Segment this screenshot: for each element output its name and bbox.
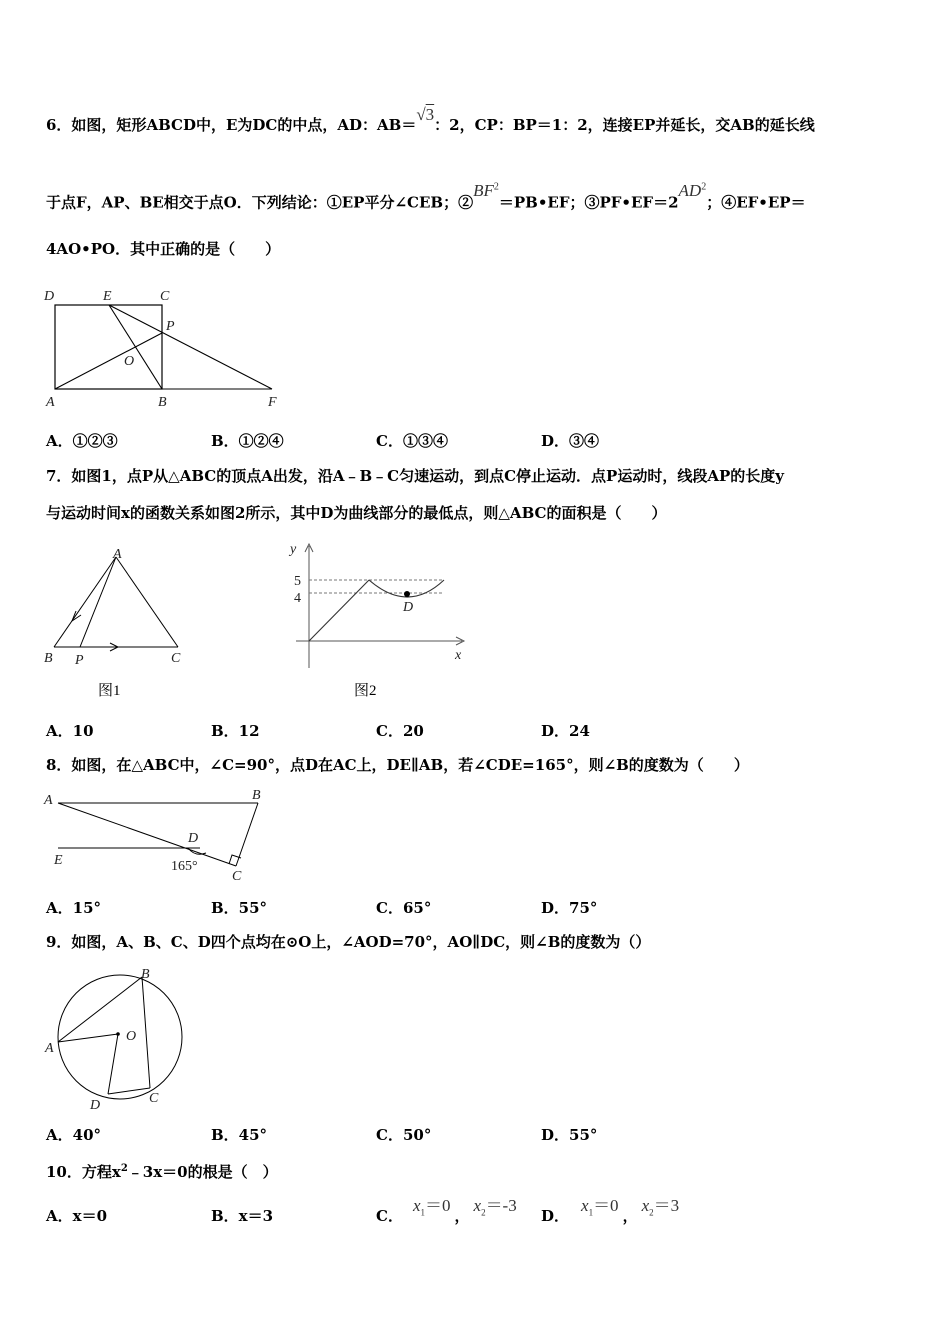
bf-squared: $BF^2$ xyxy=(473,180,499,200)
label-165: 165° xyxy=(171,859,198,874)
q6-option-a[interactable]: A．①②③ xyxy=(46,432,118,450)
segment-ac xyxy=(58,803,236,866)
label-a: A xyxy=(46,395,55,410)
q9-option-c[interactable]: C．50° xyxy=(376,1126,432,1144)
segment-bc xyxy=(142,977,150,1088)
linear-segment xyxy=(309,580,369,641)
q6-line1 xyxy=(46,105,815,135)
label-y: y xyxy=(290,542,297,557)
label-a: A xyxy=(113,547,122,562)
label-f: F xyxy=(268,395,277,410)
q8-option-c[interactable]: C．65° xyxy=(376,899,432,917)
tick-4: 4 xyxy=(294,591,301,606)
label-o: O xyxy=(126,1029,137,1044)
label-d: D xyxy=(403,600,414,615)
side-ac xyxy=(116,557,178,647)
q9-line1: 9．如图，A、B、C、D四个点均在⊙O上，∠AOD=70°，AO∥DC，则∠B的度数为（） xyxy=(46,933,651,951)
label-e: E xyxy=(103,289,112,304)
point-d xyxy=(404,591,410,597)
q7-option-a[interactable]: A．10 xyxy=(46,722,94,740)
q7-line1: 7．如图1，点P从△ABC的顶点A出发，沿A﹣B﹣C匀速运动，到点C停止运动．点P运动时，线段AP的长度y xyxy=(46,467,784,485)
q9-figure xyxy=(40,962,200,1112)
label-d: D xyxy=(188,831,199,846)
segment-ap xyxy=(55,333,162,389)
label-b: B xyxy=(141,967,150,982)
sqrt-3: √3 xyxy=(416,105,435,124)
q9-option-a[interactable]: A．40° xyxy=(46,1126,102,1144)
segment-bc xyxy=(236,803,258,866)
q10-line1: 10．方程$x^2﹣3x=0$的根是（ ） xyxy=(46,1163,278,1181)
q7-fig1-caption: 图1 xyxy=(98,683,121,699)
arrow-ab xyxy=(72,611,81,621)
q6-option-b[interactable]: B．①②④ xyxy=(211,432,284,450)
ad-squared: $AD^2$ xyxy=(678,180,707,200)
q6-line1-a: 6．如图，矩形ABCD中，E为DC的中点，AD：AB＝ xyxy=(46,116,417,134)
q8-line1: 8．如图，在△ABC中，∠C=90°，点D在AC上，DE∥AB，若∠CDE=165°，则∠B的度数为（ ） xyxy=(46,756,749,774)
label-b: B xyxy=(158,395,167,410)
q9-option-b[interactable]: B．45° xyxy=(211,1126,268,1144)
label-c: C xyxy=(232,869,242,884)
rectangle-abcd xyxy=(55,305,162,389)
q6-option-c[interactable]: C．①③④ xyxy=(376,432,448,450)
q6-line3: 4AO•PO．其中正确的是（ ） xyxy=(46,240,281,258)
label-b: B xyxy=(252,788,261,803)
label-e: E xyxy=(54,853,63,868)
q10-option-d[interactable]: D．$x_1=0$，$x_2=3$ xyxy=(541,1196,680,1225)
q7-line2: 与运动时间x的函数关系如图2所示，其中D为曲线部分的最低点，则△ABC的面积是（ ） xyxy=(46,504,667,522)
label-c: C xyxy=(171,651,181,666)
q7-option-d[interactable]: D．24 xyxy=(541,722,590,740)
q8-option-a[interactable]: A．15° xyxy=(46,899,102,917)
tick-5: 5 xyxy=(294,574,301,589)
q6-option-d[interactable]: D．③④ xyxy=(541,432,600,450)
q8-figure xyxy=(40,785,280,885)
q6-line2: 于点F，AP、BE相交于点O．下列结论：①EP平分∠CEB；$②BF^2=PB•EF$；$③PF•EF=2AD^2$；④EF•EP＝ xyxy=(46,180,806,212)
q7-fig2-caption: 图2 xyxy=(354,683,377,699)
q6-line1-b: ：2，CP：BP＝1：2，连接EP并延长，交AB的延长线 xyxy=(434,116,815,134)
label-p: P xyxy=(75,653,84,668)
label-c: C xyxy=(149,1091,159,1106)
q7-figure2 xyxy=(280,538,470,678)
q7-option-b[interactable]: B．12 xyxy=(211,722,260,740)
segment-dc xyxy=(108,1088,150,1094)
angle-arc-165 xyxy=(188,848,206,854)
label-a: A xyxy=(44,793,53,808)
label-a: A xyxy=(45,1041,54,1056)
q9-option-d[interactable]: D．55° xyxy=(541,1126,598,1144)
q8-option-d[interactable]: D．75° xyxy=(541,899,598,917)
label-d: D xyxy=(90,1098,101,1113)
label-x: x xyxy=(455,648,462,663)
q6-figure xyxy=(40,285,290,415)
center-o xyxy=(116,1032,120,1036)
q8-option-b[interactable]: B．55° xyxy=(211,899,268,917)
q10-option-a[interactable]: A．x＝0 xyxy=(46,1207,108,1225)
label-c: C xyxy=(160,289,170,304)
q10-option-b[interactable]: B．x＝3 xyxy=(211,1207,274,1225)
q10-option-c[interactable]: C．$x_1=0$，$x_2=-3$ xyxy=(376,1196,517,1225)
q7-option-c[interactable]: C．20 xyxy=(376,722,424,740)
label-d: D xyxy=(44,289,55,304)
label-o: O xyxy=(124,354,135,369)
segment-od xyxy=(108,1034,118,1094)
label-b: B xyxy=(44,651,53,666)
label-p: P xyxy=(166,319,175,334)
segment-ef xyxy=(109,305,272,389)
